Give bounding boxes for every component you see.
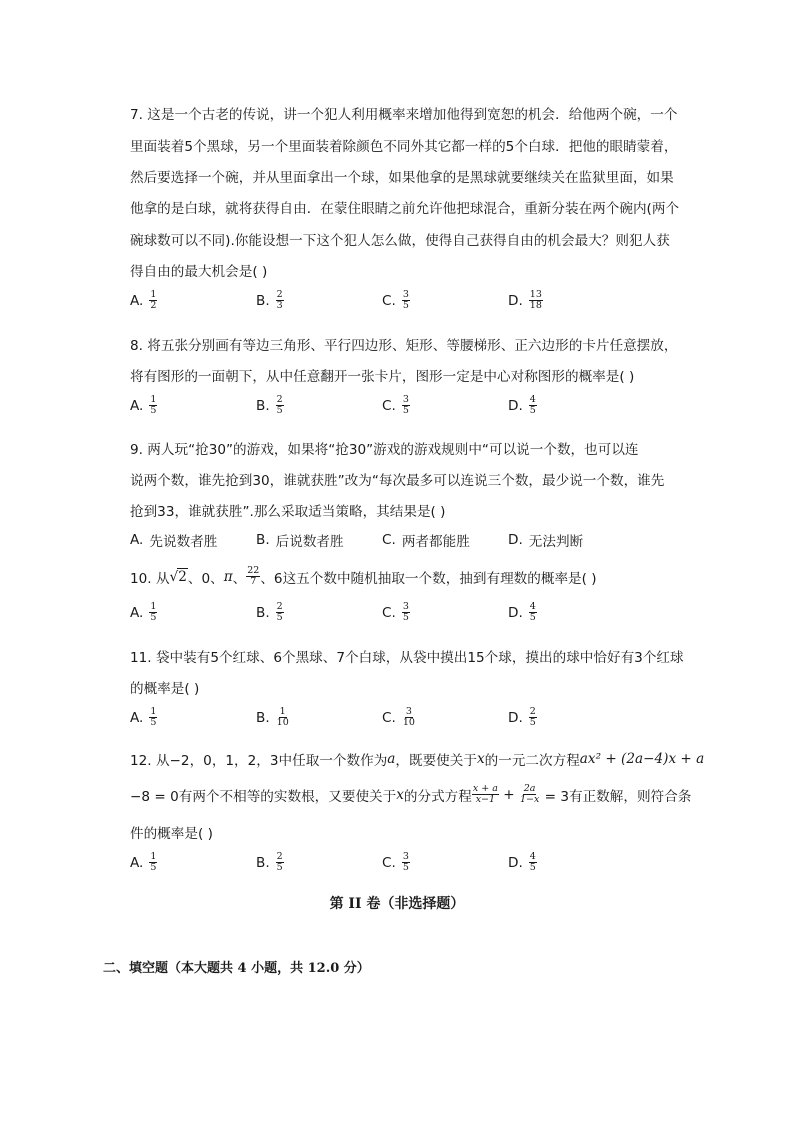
option-b[interactable] (256, 530, 344, 550)
numerator: 3 (402, 289, 409, 300)
fraction (402, 602, 410, 623)
text-segment: −8 = 0有两个不相等的实数根，又要使关于 (130, 788, 397, 805)
option-label: A. (130, 397, 144, 414)
denominator: 7 (250, 576, 257, 587)
fraction (149, 602, 157, 623)
option-label: A. (130, 709, 144, 726)
fraction (402, 707, 416, 728)
numerator: 2 (276, 851, 283, 862)
numerator: 2 (276, 289, 283, 300)
text-segment: 的一元二次方程 (484, 753, 580, 769)
question-9-line: 抢到33，谁就获胜”.那么采取适当策略，其结果是( ) (130, 504, 446, 520)
denominator: 5 (402, 612, 409, 623)
denominator: 5 (402, 862, 409, 873)
option-d[interactable] (508, 852, 537, 873)
fraction (402, 290, 410, 311)
question-12-line (130, 784, 691, 805)
fraction (529, 707, 537, 728)
numerator: 3 (402, 601, 409, 612)
variable-x: x (396, 786, 404, 803)
question-11-line: 的概率是( ) (130, 681, 200, 697)
variable-x: x (476, 751, 485, 767)
option-c[interactable] (382, 290, 410, 311)
option-b[interactable] (256, 602, 284, 623)
option-c[interactable] (382, 530, 470, 550)
denominator: 5 (150, 717, 157, 728)
numerator: 2 (276, 601, 283, 612)
question-9-line: 说两个数，谁先抢到30，谁就获胜”改为“每次最多可以连说三个数，最少说一个数，谁先 (130, 473, 665, 489)
text-segment: 、0、 (187, 570, 224, 587)
fraction (276, 852, 284, 873)
numerator: 13 (529, 289, 542, 300)
fraction (149, 395, 157, 416)
denominator: 18 (529, 300, 542, 311)
denominator: 5 (529, 862, 536, 873)
numerator: 4 (529, 851, 536, 862)
numerator: 3 (405, 706, 412, 717)
numerator: 2a (523, 783, 536, 794)
option-a[interactable] (130, 530, 217, 550)
text-segment: 的分式方程 (403, 788, 472, 805)
denominator: 10 (276, 717, 289, 728)
option-text: 后说数者胜 (275, 534, 344, 550)
option-label: B. (256, 292, 270, 309)
option-text: 无法判断 (528, 534, 584, 550)
text-segment: = 3有正数解，则符合条 (540, 788, 692, 805)
question-9-line: 9. 两人玩“抢30”的游戏，如果将“抢30”游戏的游戏规则中“可以说一个数，也可以连 (130, 442, 639, 458)
option-c[interactable] (382, 707, 416, 728)
section-title: 第 II 卷（非选择题） (329, 896, 465, 912)
fraction (246, 566, 260, 587)
option-label: D. (508, 604, 523, 621)
option-label: A. (130, 604, 144, 621)
option-label: C. (382, 292, 396, 309)
option-c[interactable] (382, 852, 410, 873)
option-text: 两者都能胜 (401, 534, 470, 550)
denominator: 5 (529, 405, 536, 416)
denominator: 1−x (519, 794, 540, 805)
question-7-line: 7. 这是一个古老的传说，讲一个犯人利用概率来增加他得到宽恕的机会．给他两个碗，一个 (130, 107, 678, 123)
numerator: 1 (150, 394, 157, 405)
option-c[interactable] (382, 602, 410, 623)
fraction (529, 852, 537, 873)
option-d[interactable] (508, 290, 543, 311)
fraction (149, 290, 157, 311)
fraction (472, 784, 499, 805)
option-d[interactable] (508, 707, 537, 728)
option-b[interactable] (256, 707, 290, 728)
quadratic-equation: ax² + (2a−4)x + a (579, 751, 705, 767)
question-12-line (130, 749, 704, 769)
option-b[interactable] (256, 395, 284, 416)
sqrt-symbol: √ (169, 568, 179, 585)
denominator: 5 (402, 300, 409, 311)
numerator: 4 (529, 394, 536, 405)
pi-symbol: π (223, 568, 233, 585)
denominator: 5 (150, 405, 157, 416)
section2-title: 二、填空题（本大题共 4 小题，共 12.0 分） (103, 961, 370, 976)
question-8-line: 将有图形的一面朝下，从中任意翻开一张卡片，图形一定是中心对称图形的概率是( ) (130, 369, 635, 385)
numerator: 2 (529, 706, 536, 717)
text-segment: ，既要使关于 (395, 753, 477, 769)
fraction (519, 784, 540, 805)
option-b[interactable] (256, 290, 284, 311)
option-label: C. (382, 532, 396, 548)
option-text: 先说数者胜 (149, 534, 218, 550)
option-label: D. (508, 397, 523, 414)
question-8-options (130, 395, 690, 425)
option-label: B. (256, 604, 270, 621)
denominator: 5 (150, 612, 157, 623)
option-label: A. (130, 532, 144, 548)
numerator: x + a (472, 783, 498, 794)
denominator: 3 (276, 300, 283, 311)
fraction (276, 602, 284, 623)
numerator: 2 (276, 394, 283, 405)
option-label: C. (382, 397, 396, 414)
text-segment: 12. 从−2，0，1，2，3中任取一个数作为 (130, 753, 388, 769)
numerator: 1 (150, 706, 157, 717)
option-label: D. (508, 709, 523, 726)
denominator: 10 (402, 717, 415, 728)
denominator: 5 (276, 612, 283, 623)
fraction (276, 290, 284, 311)
question-12-options (130, 852, 690, 882)
plus-sign: + (498, 786, 519, 803)
option-label: B. (256, 397, 270, 414)
option-d[interactable] (508, 395, 537, 416)
option-label: D. (508, 292, 523, 309)
question-9-options (130, 530, 690, 560)
option-c[interactable] (382, 395, 410, 416)
option-label: A. (130, 854, 144, 871)
text-segment: 、6这五个数中随机抽取一个数，抽到有理数的概率是( ) (260, 570, 597, 587)
fraction (402, 852, 410, 873)
question-11-options (130, 707, 690, 737)
fraction (276, 395, 284, 416)
denominator: 5 (276, 405, 283, 416)
numerator: 1 (150, 601, 157, 612)
denominator: 5 (529, 612, 536, 623)
fraction (529, 290, 543, 311)
option-a[interactable] (130, 602, 157, 623)
numerator: 1 (150, 289, 157, 300)
option-label: B. (256, 854, 270, 871)
question-7-line: 他拿的是白球，就将获得自由．在蒙住眼睛之前允许他把球混合，重新分装在两个碗内(两个 (130, 201, 680, 217)
fraction (149, 707, 157, 728)
fraction (149, 852, 157, 873)
question-8-line: 8. 将五张分别画有等边三角形、平行四边形、矩形、等腰梯形、正六边形的卡片任意摆放， (130, 338, 678, 354)
option-label: C. (382, 709, 396, 726)
denominator: 5 (276, 862, 283, 873)
question-7-line: 碗球数可以不同).你能设想一下这个犯人怎么做，使得自己获得自由的机会最大？则犯人获 (130, 233, 670, 249)
option-a[interactable] (130, 707, 157, 728)
option-d[interactable] (508, 530, 583, 550)
question-7-options (130, 290, 690, 320)
numerator: 3 (402, 851, 409, 862)
option-label: D. (508, 854, 523, 871)
option-label: C. (382, 854, 396, 871)
variable-a: a (387, 751, 396, 767)
denominator: 5 (150, 862, 157, 873)
denominator: 5 (529, 717, 536, 728)
question-10-options (130, 602, 690, 632)
fraction (529, 602, 537, 623)
numerator: 22 (247, 565, 260, 576)
question-12-line: 件的概率是( ) (130, 826, 213, 842)
option-label: A. (130, 292, 144, 309)
option-label: C. (382, 604, 396, 621)
fraction (402, 395, 410, 416)
numerator: 3 (402, 394, 409, 405)
question-7-line: 里面装着5个黑球，另一个里面装着除颜色不同外其它都一样的5个白球．把他的眼睛蒙着， (130, 139, 678, 155)
denominator: 5 (402, 405, 409, 416)
numerator: 1 (150, 851, 157, 862)
option-b[interactable] (256, 852, 284, 873)
sqrt-argument: 2 (178, 569, 187, 585)
fraction (276, 707, 290, 728)
question-11-line: 11. 袋中装有5个红球、6个黑球、7个白球，从袋中摸出15个球，摸出的球中恰好有3个红球 (130, 650, 684, 666)
option-a[interactable] (130, 290, 157, 311)
numerator: 4 (529, 601, 536, 612)
option-label: D. (508, 532, 523, 548)
option-a[interactable] (130, 852, 157, 873)
option-label: B. (256, 532, 270, 548)
text-segment: 10. 从 (130, 570, 170, 587)
denominator: 2 (150, 300, 157, 311)
question-7-line: 然后要选择一个碗，并从里面拿出一个球，如果他拿的是黑球就要继续关在监狱里面，如果 (130, 170, 674, 186)
option-label: B. (256, 709, 270, 726)
option-d[interactable] (508, 602, 537, 623)
question-10-line (130, 566, 597, 587)
question-7-line: 得自由的最大机会是( ) (130, 264, 268, 280)
numerator: 1 (279, 706, 286, 717)
option-a[interactable] (130, 395, 157, 416)
fraction (529, 395, 537, 416)
denominator: x−1 (475, 794, 496, 805)
text-segment: 、 (232, 570, 247, 587)
